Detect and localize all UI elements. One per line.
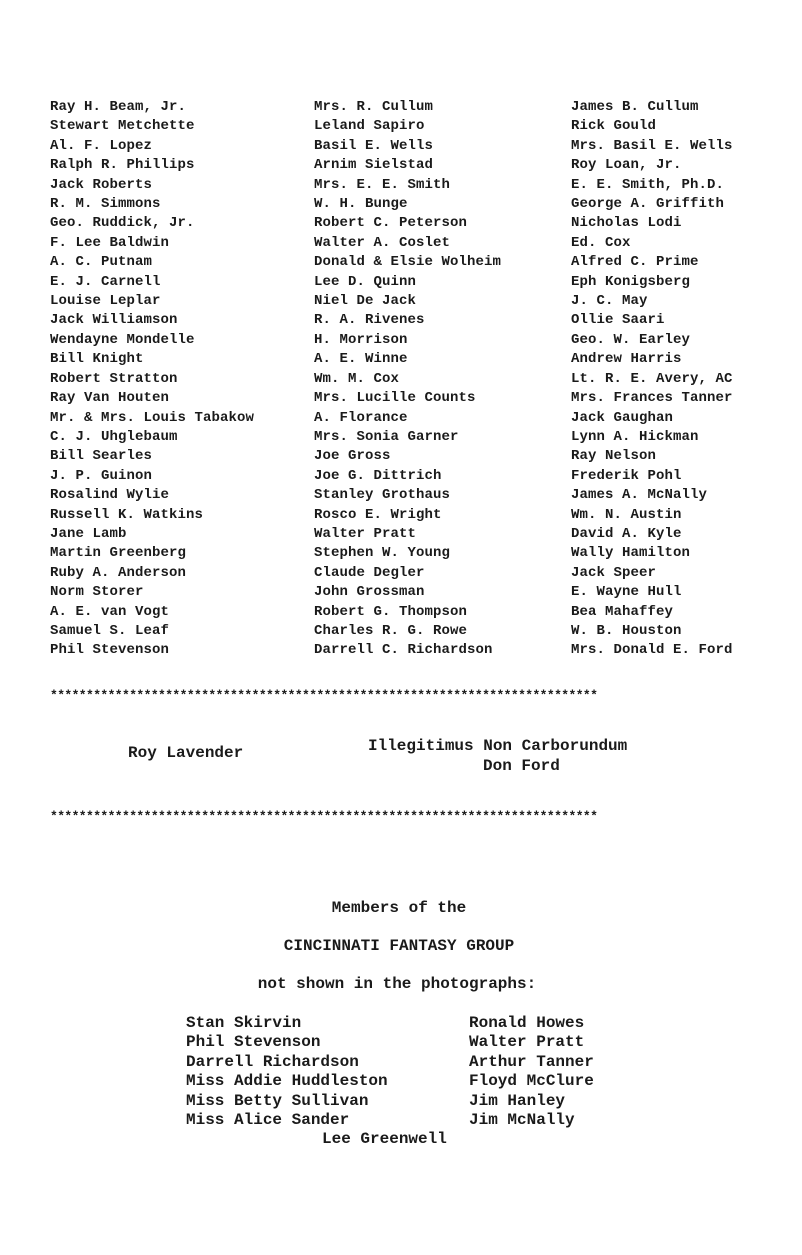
member-name: Miss Betty Sullivan — [186, 1091, 369, 1110]
roster-name: Martin Greenberg — [50, 545, 187, 562]
roster-name: A. E. Winne — [314, 351, 408, 368]
roster-name: James B. Cullum — [571, 99, 699, 115]
members-heading-group-name: CINCINNATI FANTASY GROUP — [283, 937, 515, 955]
roster-name: Niel De Jack — [314, 293, 417, 310]
roster-name: Robert C. Peterson — [314, 215, 468, 232]
signature-motto: Illegitimus Non Carborundum — [368, 737, 628, 755]
member-name: Jim Hanley — [469, 1091, 566, 1110]
roster-name: James A. McNally — [571, 487, 708, 504]
roster-name: Ruby A. Anderson — [50, 564, 187, 581]
members-right-column — [469, 1014, 594, 1130]
roster-name: W. B. Houston — [571, 622, 682, 639]
roster-name: R. A. Rivenes — [314, 312, 425, 329]
member-name: Ronald Howes — [469, 1014, 585, 1032]
roster-name: E. J. Carnell — [50, 273, 161, 290]
roster-name: Ralph R. Phillips — [50, 157, 195, 174]
signature-person: Don Ford — [483, 757, 560, 775]
roster-name: Geo. Ruddick, Jr. — [50, 215, 195, 232]
roster-name: A. Florance — [314, 409, 408, 426]
roster-name: Mrs. Frances Tanner — [571, 390, 733, 407]
roster-name: Walter Pratt — [314, 525, 417, 542]
roster-name: Eph Konigsberg — [571, 273, 691, 290]
roster-name: Stanley Grothaus — [314, 487, 451, 504]
roster-name: Mrs. R. Cullum — [314, 99, 434, 115]
member-name: Floyd McClure — [469, 1072, 594, 1091]
roster-name: George A. Griffith — [571, 196, 725, 213]
roster-name: Rosco E. Wright — [314, 506, 442, 523]
roster-name: Mr. & Mrs. Louis Tabakow — [50, 409, 255, 426]
asterisk-divider: **************************************************************************** — [50, 688, 598, 703]
roster-name: Geo. W. Earley — [571, 331, 691, 348]
roster-name: W. H. Bunge — [314, 196, 408, 213]
roster-name: Wm. N. Austin — [571, 506, 682, 523]
roster-name: Mrs. Sonia Garner — [314, 428, 459, 445]
roster-name: J. C. May — [571, 293, 648, 310]
roster-name: Roy Loan, Jr. — [571, 157, 682, 174]
roster-column-1 — [50, 98, 254, 661]
roster-name: Frederik Pohl — [571, 467, 682, 484]
roster-name: Lee D. Quinn — [314, 273, 417, 290]
roster-name: Alfred C. Prime — [571, 254, 699, 271]
roster-name: Stephen W. Young — [314, 545, 451, 562]
roster-name: Joe G. Dittrich — [314, 467, 442, 484]
roster-name: Ray Van Houten — [50, 390, 170, 407]
roster-name: Ed. Cox — [571, 234, 631, 251]
roster-name: Mrs. Lucille Counts — [314, 390, 476, 407]
roster-name: Darrell C. Richardson — [314, 642, 493, 659]
roster-name: E. Wayne Hull — [571, 584, 682, 601]
roster-name: John Grossman — [314, 584, 425, 601]
roster-name: J. P. Guinon — [50, 467, 153, 484]
members-heading-line-1: Members of the — [331, 899, 467, 917]
roster-name: Russell K. Watkins — [50, 506, 204, 523]
roster-name: Jack Gaughan — [571, 409, 674, 426]
roster-name: Louise Leplar — [50, 293, 161, 310]
member-name: Miss Alice Sander — [186, 1111, 350, 1130]
roster-name: Stewart Metchette — [50, 118, 195, 135]
roster-name: Mrs. Donald E. Ford — [571, 642, 733, 659]
roster-name: Lynn A. Hickman — [571, 428, 699, 445]
roster-name: Norm Storer — [50, 584, 144, 601]
roster-column-3 — [571, 98, 733, 661]
member-name: Walter Pratt — [469, 1033, 585, 1052]
roster-name: Andrew Harris — [571, 351, 682, 368]
roster-name: Ray H. Beam, Jr. — [50, 99, 187, 115]
roster-column-2 — [314, 98, 501, 661]
members-heading-line-3: not shown in the photographs: — [257, 975, 537, 993]
members-left-column — [186, 1014, 388, 1130]
member-name: Jim McNally — [469, 1111, 575, 1130]
roster-name: Wm. M. Cox — [314, 370, 400, 387]
roster-name: Donald & Elsie Wolheim — [314, 254, 502, 271]
roster-name: Mrs. Basil E. Wells — [571, 137, 733, 154]
roster-name: Phil Stevenson — [50, 642, 170, 659]
roster-name: A. C. Putnam — [50, 254, 153, 271]
roster-name: Bea Mahaffey — [571, 603, 674, 620]
roster-name: Jane Lamb — [50, 525, 127, 542]
roster-name: Lt. R. E. Avery, AC — [571, 370, 733, 387]
member-name-centered: Lee Greenwell — [322, 1130, 447, 1148]
roster-name: Robert G. Thompson — [314, 603, 468, 620]
roster-name: Wendayne Mondelle — [50, 331, 195, 348]
signature-name: Roy Lavender — [128, 744, 244, 762]
roster-name: Al. F. Lopez — [50, 137, 153, 154]
roster-name: Rick Gould — [571, 118, 657, 135]
roster-name: Ray Nelson — [571, 448, 657, 465]
member-name: Miss Addie Huddleston — [186, 1072, 388, 1091]
roster-name: Robert Stratton — [50, 370, 178, 387]
roster-name: Jack Roberts — [50, 176, 153, 193]
roster-name: Nicholas Lodi — [571, 215, 682, 232]
roster-name: H. Morrison — [314, 331, 408, 348]
roster-name: Bill Searles — [50, 448, 153, 465]
asterisk-divider: **************************************************************************** — [50, 809, 598, 824]
roster-name: Arnim Sielstad — [314, 157, 434, 174]
roster-name: Wally Hamilton — [571, 545, 691, 562]
roster-name: Claude Degler — [314, 564, 425, 581]
roster-name: A. E. van Vogt — [50, 603, 170, 620]
member-name: Stan Skirvin — [186, 1014, 302, 1032]
roster-name: Samuel S. Leaf — [50, 622, 170, 639]
roster-name: Basil E. Wells — [314, 137, 434, 154]
roster-name: Bill Knight — [50, 351, 144, 368]
roster-name: R. M. Simmons — [50, 196, 161, 213]
roster-name: Rosalind Wylie — [50, 487, 170, 504]
roster-name: Jack Williamson — [50, 312, 178, 329]
roster-name: Walter A. Coslet — [314, 234, 451, 251]
roster-name: F. Lee Baldwin — [50, 234, 170, 251]
member-name: Darrell Richardson — [186, 1052, 359, 1071]
roster-name: Leland Sapiro — [314, 118, 425, 135]
roster-name: Mrs. E. E. Smith — [314, 176, 451, 193]
roster-name: Joe Gross — [314, 448, 391, 465]
member-name: Arthur Tanner — [469, 1052, 594, 1071]
roster-name: Jack Speer — [571, 564, 657, 581]
roster-name: Charles R. G. Rowe — [314, 622, 468, 639]
member-name: Phil Stevenson — [186, 1033, 321, 1052]
roster-name: Ollie Saari — [571, 312, 665, 329]
roster-name: C. J. Uhglebaum — [50, 428, 178, 445]
roster-name: David A. Kyle — [571, 525, 682, 542]
roster-name: E. E. Smith, Ph.D. — [571, 176, 725, 193]
